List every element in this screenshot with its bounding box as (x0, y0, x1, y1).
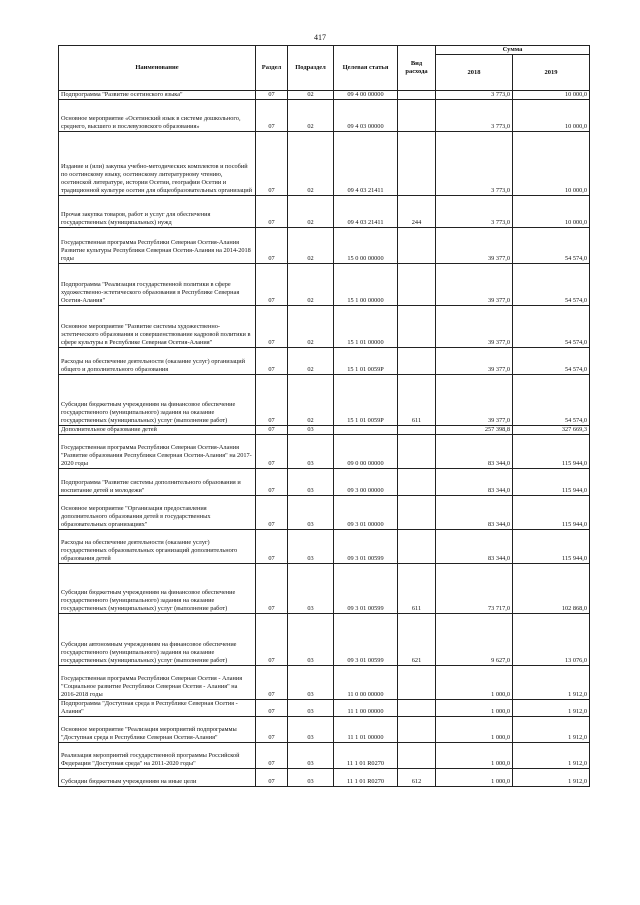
row-subsection: 03 (288, 717, 334, 743)
row-subsection: 02 (288, 100, 334, 132)
table-row (59, 717, 590, 743)
row-target-article: 11 1 01 00000 (334, 717, 398, 743)
row-target-article: 09 3 01 00599 (334, 530, 398, 564)
row-sum-2019: 115 944,0 (513, 435, 590, 469)
table-row (59, 132, 590, 196)
row-sum-2019: 115 944,0 (513, 469, 590, 496)
table-row (59, 228, 590, 264)
header-name: Наименование (59, 46, 256, 91)
row-expense-type: 612 (398, 769, 436, 787)
row-sum-2018: 3 773,0 (436, 132, 513, 196)
row-target-article: 09 4 00 00000 (334, 91, 398, 100)
row-sum-2019: 115 944,0 (513, 496, 590, 530)
table-row (59, 306, 590, 348)
row-target-article: 11 1 01 R0270 (334, 743, 398, 769)
row-expense-type (398, 496, 436, 530)
row-sum-2018: 39 377,0 (436, 306, 513, 348)
row-subsection: 03 (288, 743, 334, 769)
row-name: Субсидии бюджетным учреждениям на финансовое обеспечение государственного (муниципального) задания на оказание государственных (муниципальных) услуг (выполнение работ) (59, 564, 256, 614)
row-name: Государственная программа Республики Северная Осетия-Алания "Развитие образования Республики Северная Осетия-Алания" на 2017-2020 годы (59, 435, 256, 469)
row-sum-2019: 1 912,0 (513, 700, 590, 717)
row-expense-type (398, 228, 436, 264)
table-row (59, 91, 590, 100)
row-name: Дополнительное образование детей (59, 426, 256, 435)
table-row (59, 769, 590, 787)
row-name: Издание и (или) закупка учебно-методических комплектов и пособий по осетинскому языку, осетинскому литературному чтению, осетинской литературе, истории Осетии, географии Осетии и традиционной культуре осетин для общеобразовательных организаций (59, 132, 256, 196)
row-expense-type (398, 700, 436, 717)
table-row (59, 743, 590, 769)
row-section: 07 (256, 348, 288, 375)
table-row (59, 196, 590, 228)
row-sum-2019: 54 574,0 (513, 375, 590, 426)
row-sum-2019: 327 669,3 (513, 426, 590, 435)
row-sum-2019: 10 000,0 (513, 100, 590, 132)
row-name: Прочая закупка товаров, работ и услуг для обеспечения государственных (муниципальных) нужд (59, 196, 256, 228)
row-section: 07 (256, 614, 288, 666)
row-expense-type: 621 (398, 614, 436, 666)
row-target-article (334, 426, 398, 435)
row-sum-2018: 1 000,0 (436, 717, 513, 743)
row-sum-2019: 54 574,0 (513, 348, 590, 375)
row-target-article: 09 3 01 00599 (334, 564, 398, 614)
header-year-2018: 2018 (436, 55, 513, 91)
row-expense-type (398, 426, 436, 435)
row-name: Государственная программа Республики Северная Осетия - Алания "Социальное развитие Республики Северная Осетия - Алания" на 2016-2018 годы (59, 666, 256, 700)
row-subsection: 03 (288, 564, 334, 614)
row-target-article: 09 0 00 00000 (334, 435, 398, 469)
row-target-article: 09 3 00 00000 (334, 469, 398, 496)
row-expense-type (398, 469, 436, 496)
row-target-article: 11 1 00 00000 (334, 700, 398, 717)
row-section: 07 (256, 717, 288, 743)
table-row (59, 375, 590, 426)
row-sum-2019: 102 868,0 (513, 564, 590, 614)
table-row (59, 348, 590, 375)
row-target-article: 15 1 00 00000 (334, 264, 398, 306)
row-sum-2019: 10 000,0 (513, 132, 590, 196)
table-row (59, 666, 590, 700)
row-sum-2018: 3 773,0 (436, 196, 513, 228)
row-sum-2018: 73 717,0 (436, 564, 513, 614)
row-sum-2019: 54 574,0 (513, 306, 590, 348)
row-expense-type: 611 (398, 375, 436, 426)
row-sum-2018: 9 627,0 (436, 614, 513, 666)
row-expense-type (398, 666, 436, 700)
table-row (59, 614, 590, 666)
row-subsection: 03 (288, 496, 334, 530)
row-name: Основное мероприятие "Реализация мероприятий подпрограммы "Доступная среда в Республике Северная Осетия-Алания" (59, 717, 256, 743)
row-sum-2019: 115 944,0 (513, 530, 590, 564)
row-section: 07 (256, 530, 288, 564)
row-name: Субсидии бюджетным учреждениям на иные цели (59, 769, 256, 787)
row-sum-2019: 1 912,0 (513, 717, 590, 743)
row-section: 07 (256, 196, 288, 228)
row-sum-2018: 83 344,0 (436, 469, 513, 496)
row-expense-type (398, 264, 436, 306)
table-row (59, 469, 590, 496)
row-subsection: 02 (288, 375, 334, 426)
row-sum-2018: 3 773,0 (436, 100, 513, 132)
row-subsection: 03 (288, 530, 334, 564)
header-expense-type: Вид расхода (398, 46, 436, 91)
table-row (59, 264, 590, 306)
header-subsection: Подраздел (288, 46, 334, 91)
row-expense-type (398, 717, 436, 743)
row-expense-type (398, 348, 436, 375)
row-subsection: 03 (288, 700, 334, 717)
row-name: Основное мероприятие "Организация предоставления дополнительного образования детей в государственных образовательных организациях" (59, 496, 256, 530)
row-sum-2019: 54 574,0 (513, 228, 590, 264)
row-sum-2018: 257 398,8 (436, 426, 513, 435)
row-name: Подпрограмма "Развитие осетинского языка" (59, 91, 256, 100)
row-expense-type (398, 132, 436, 196)
row-name: Расходы на обеспечение деятельности (оказание услуг) государственных образовательных организаций дополнительного образования детей (59, 530, 256, 564)
row-section: 07 (256, 666, 288, 700)
row-section: 07 (256, 100, 288, 132)
row-subsection: 02 (288, 306, 334, 348)
row-expense-type (398, 435, 436, 469)
row-sum-2019: 10 000,0 (513, 91, 590, 100)
row-target-article: 15 1 01 00000 (334, 306, 398, 348)
row-section: 07 (256, 91, 288, 100)
row-section: 07 (256, 306, 288, 348)
row-sum-2018: 39 377,0 (436, 375, 513, 426)
row-target-article: 15 0 00 00000 (334, 228, 398, 264)
header-target-article: Целевая статья (334, 46, 398, 91)
table-row (59, 426, 590, 435)
row-section: 07 (256, 469, 288, 496)
row-sum-2019: 1 912,0 (513, 743, 590, 769)
row-name: Основное мероприятие "Развитие системы художественно-эстетического образования и совершенствование кадровой политики в сфере культуры в Республике Северная Осетия-Алания" (59, 306, 256, 348)
row-section: 07 (256, 375, 288, 426)
row-sum-2018: 39 377,0 (436, 348, 513, 375)
row-section: 07 (256, 435, 288, 469)
row-section: 07 (256, 769, 288, 787)
row-section: 07 (256, 700, 288, 717)
row-subsection: 02 (288, 132, 334, 196)
row-expense-type (398, 306, 436, 348)
row-sum-2018: 83 344,0 (436, 435, 513, 469)
row-target-article: 09 4 03 00000 (334, 100, 398, 132)
row-name: Расходы на обеспечение деятельности (оказание услуг) организаций общего и дополнительного образования (59, 348, 256, 375)
row-subsection: 03 (288, 426, 334, 435)
row-expense-type (398, 530, 436, 564)
table-row (59, 496, 590, 530)
header-sum: Сумма (436, 46, 590, 55)
row-name: Субсидии бюджетным учреждениям на финансовое обеспечение государственного (муниципального) задания на оказание государственных (муниципальных) услуг (выполнение работ) (59, 375, 256, 426)
page-number: 417 (314, 33, 326, 42)
row-expense-type: 244 (398, 196, 436, 228)
header-year-2019: 2019 (513, 55, 590, 91)
row-section: 07 (256, 426, 288, 435)
row-subsection: 02 (288, 228, 334, 264)
row-sum-2019: 13 076,0 (513, 614, 590, 666)
row-subsection: 03 (288, 614, 334, 666)
table-row (59, 564, 590, 614)
row-sum-2018: 1 000,0 (436, 769, 513, 787)
row-target-article: 11 1 01 R0270 (334, 769, 398, 787)
row-sum-2018: 1 000,0 (436, 700, 513, 717)
row-name: Подпрограмма "Развитие системы дополнительного образования и воспитание детей и молодежи" (59, 469, 256, 496)
row-expense-type (398, 100, 436, 132)
row-subsection: 02 (288, 264, 334, 306)
row-target-article: 15 1 01 0059Р (334, 375, 398, 426)
row-name: Подпрограмма "Реализация государственной политики в сфере художественно-эстетического образования в Республике Северная Осетия-Алания" (59, 264, 256, 306)
table-row (59, 530, 590, 564)
row-sum-2019: 1 912,0 (513, 666, 590, 700)
budget-table (58, 45, 590, 787)
row-subsection: 02 (288, 196, 334, 228)
row-subsection: 03 (288, 666, 334, 700)
row-section: 07 (256, 743, 288, 769)
row-name: Подпрограмма "Доступная среда в Республике Северная Осетия - Алания" (59, 700, 256, 717)
row-subsection: 03 (288, 769, 334, 787)
row-sum-2019: 54 574,0 (513, 264, 590, 306)
row-subsection: 02 (288, 348, 334, 375)
row-target-article: 09 3 01 00000 (334, 496, 398, 530)
row-section: 07 (256, 564, 288, 614)
table-row (59, 435, 590, 469)
row-section: 07 (256, 132, 288, 196)
row-name: Основное мероприятие «Осетинский язык в системе дошкольного, среднего, высшего и послевузовского образования» (59, 100, 256, 132)
header-section: Раздел (256, 46, 288, 91)
row-sum-2018: 3 773,0 (436, 91, 513, 100)
row-subsection: 03 (288, 435, 334, 469)
row-sum-2018: 83 344,0 (436, 530, 513, 564)
row-sum-2018: 1 000,0 (436, 666, 513, 700)
row-sum-2019: 10 000,0 (513, 196, 590, 228)
row-sum-2018: 39 377,0 (436, 264, 513, 306)
row-expense-type (398, 91, 436, 100)
row-name: Государственная программа Республики Северная Осетия-Алания Развитие культуры Республики Северная Осетия-Алания на 2014-2018 годы (59, 228, 256, 264)
row-section: 07 (256, 264, 288, 306)
row-section: 07 (256, 228, 288, 264)
table-body (59, 91, 590, 787)
row-name: Реализация мероприятий государственной программы Российской Федерации "Доступная среда" на 2011-2020 годы" (59, 743, 256, 769)
row-subsection: 03 (288, 469, 334, 496)
row-target-article: 11 0 00 00000 (334, 666, 398, 700)
row-sum-2018: 83 344,0 (436, 496, 513, 530)
row-target-article: 09 4 03 21411 (334, 196, 398, 228)
row-target-article: 09 4 03 21411 (334, 132, 398, 196)
row-section: 07 (256, 496, 288, 530)
row-name: Субсидии автономным учреждениям на финансовое обеспечение государственного (муниципального) задания на оказание государственных (муниципальных) услуг (выполнение работ) (59, 614, 256, 666)
table-row (59, 700, 590, 717)
row-sum-2018: 1 000,0 (436, 743, 513, 769)
row-expense-type: 611 (398, 564, 436, 614)
row-target-article: 09 3 01 00599 (334, 614, 398, 666)
row-target-article: 15 1 01 0059Р (334, 348, 398, 375)
table-row (59, 100, 590, 132)
row-expense-type (398, 743, 436, 769)
row-subsection: 02 (288, 91, 334, 100)
row-sum-2019: 1 912,0 (513, 769, 590, 787)
row-sum-2018: 39 377,0 (436, 228, 513, 264)
